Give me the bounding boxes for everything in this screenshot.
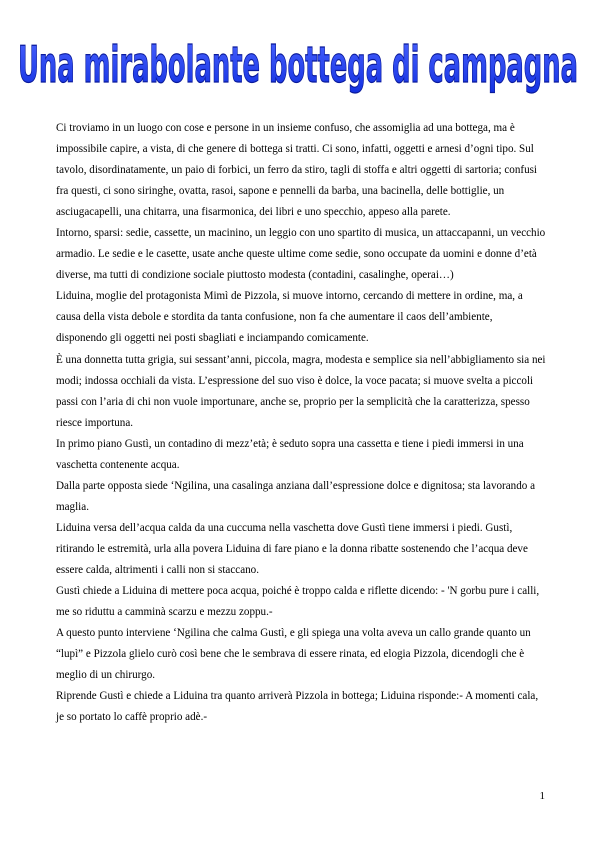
paragraph-6: Dalla parte opposta siede ‘Ngilina, una casalinga anziana dall’espressione dolce e dignitosa; sta lavorando a maglia. (56, 479, 536, 513)
paragraph-1: Ci troviamo in un luogo con cose e persone in un insieme confuso, che assomiglia ad una bottega, ma è impossibile capire, a vista, di che genere di bottega si tratti. Ci sono, infatti, oggetti e arnesi d’ogni tipo. Sul tavolo, disordinatamente, un paio di forbici, un ferro da stiro, tagli di stoffa e altri oggetti di sartoria; confusi fra questi, ci sono siringhe, ovatta, rasoi, sapone e pennelli da barba, una bacinella, delle bottiglie, un asciugacapelli, una chitarra, una fisarmonica, dei libri e uno specchio, appeso alla parete. (56, 122, 538, 219)
paragraph-3: Liduina, moglie del protagonista Mimì de Pizzola, si muove intorno, cercando di mettere in ordine, ma, a causa della vista debole e stordita da tanta confusione, non fa che aumentare il caos dell’ambiente, disponendo gli oggetti nei posti sbagliati e inciampando comicamente. (56, 290, 523, 345)
paragraph-9: A questo punto interviene ‘Ngilina che calma Gustì, e gli spiega una volta aveva un callo grande quanto un “lupì” e Pizzola glielo curò così bene che le sembrava di essere rinata, ed elogia Pizzola, dicendogli che è meglio di un chirurgo. (56, 627, 531, 682)
paragraph-7: Liduina versa dell’acqua calda da una cuccuma nella vaschetta dove Gustì tiene immersi i piedi. Gustì, ritirando le estremità, urla alla povera Liduina di fare piano e la donna ribatte sostenendo che l’acqua deve essere calda, altrimenti i calli non si staccano. (56, 521, 528, 576)
paragraph-8: Gustì chiede a Liduina di mettere poca acqua, poiché è troppo calda e riflette dicendo: - 'N gorbu pure i calli, me so riduttu a camminà scarzu e mezzu zoppu.- (56, 585, 540, 619)
title-wordart (0, 28, 596, 98)
body-text (56, 118, 546, 728)
title-banner (0, 28, 596, 98)
document-title: Una mirabolante bottega di campagna (18, 36, 578, 94)
paragraph-5: In primo piano Gustì, un contadino di mezz’età; è seduto sopra una cassetta e tiene i piedi immersi in una vaschetta contenente acqua. (56, 437, 524, 471)
paragraph-4: È una donnetta tutta grigia, sui sessant’anni, piccola, magra, modesta e semplice sia nell’abbigliamento sia nei modi; indossa occhiali da vista. L’espressione del suo viso è dolce, la voce pacata; si muove svelta a piccoli passi con l’aria di chi non vuole importunare, anche se, proprio per la semplicità che la caratterizza, spesso riesce importuna. (56, 353, 546, 429)
page-number: 1 (539, 790, 545, 802)
paragraph-2: Intorno, sparsi: sedie, cassette, un macinino, un leggio con uno spartito di musica, un attaccapanni, un vecchio armadio. Le sedie e le casette, usate anche queste ultime come sedie, sono occupate da uomini e donne d’età diverse, ma tutti di condizione sociale piuttosto modesta (contadini, casalinghe, operai…) (56, 227, 546, 282)
paragraph-10: Riprende Gustì e chiede a Liduina tra quanto arriverà Pizzola in bottega; Liduina risponde:- A momenti cala, je so portato lo caffè proprio adè.- (56, 690, 539, 724)
